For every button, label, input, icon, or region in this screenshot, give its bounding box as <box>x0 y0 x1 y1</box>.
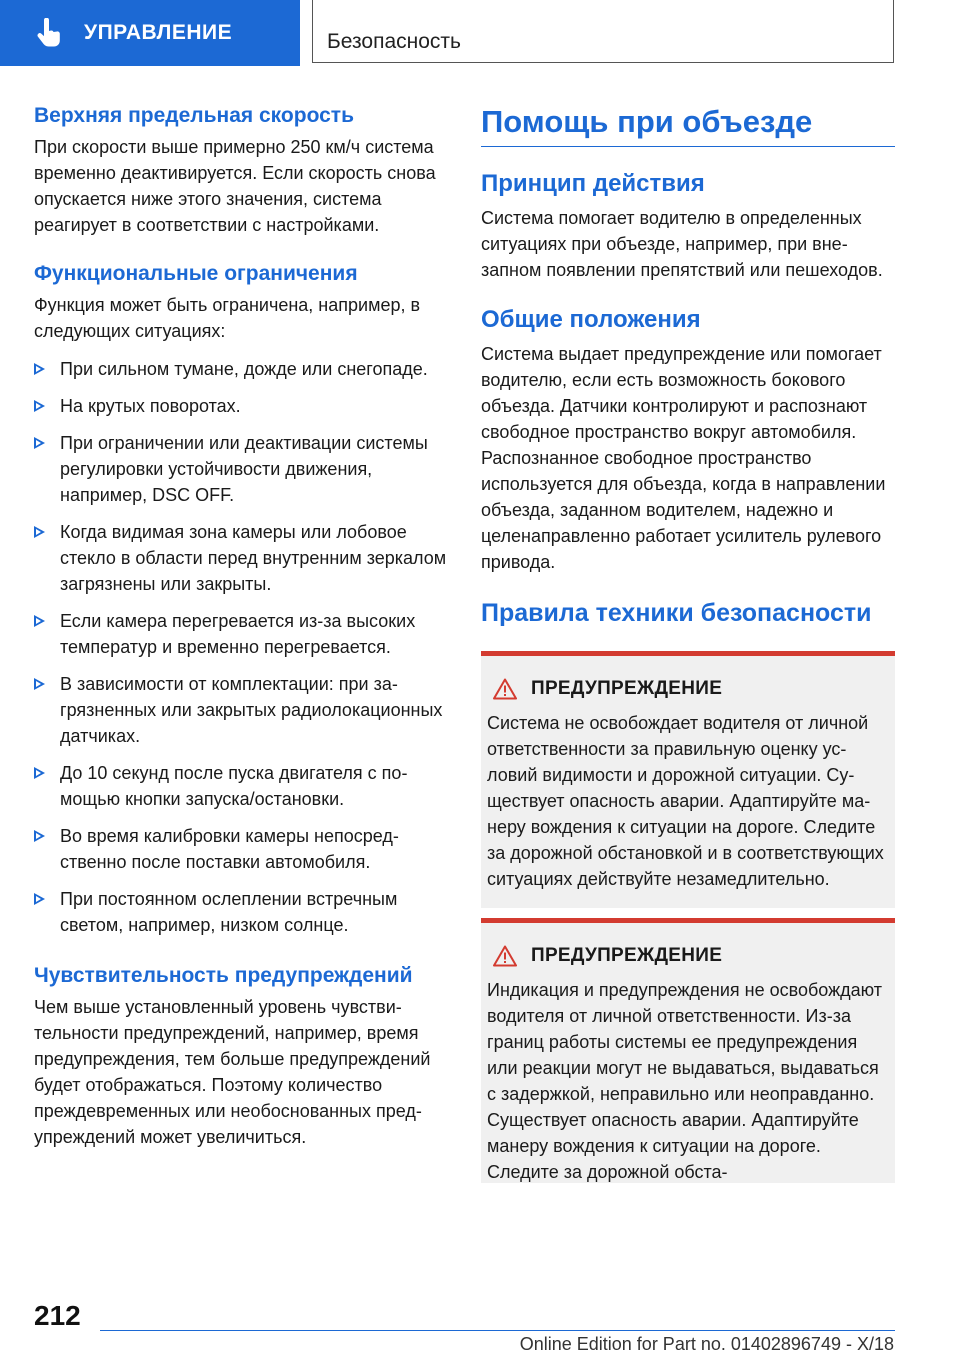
list-item: При постоянном ослеплении встречным светом, например, низком солнце. <box>34 886 450 938</box>
list-item: При сильном тумане, дожде или снегопаде. <box>34 356 450 382</box>
warning-title: ПРЕДУПРЕЖДЕНИЕ <box>531 678 723 699</box>
left-column <box>34 102 450 1172</box>
paragraph-top-speed: При скорости выше примерно 250 км/ч система временно деактивируется. Если скорость снова опускается ниже этого значения, система реагирует в соответствии с настройками. <box>34 137 436 235</box>
bullet-triangle-icon <box>34 363 45 375</box>
page-number: 212 <box>34 1300 81 1331</box>
list-item: При ограничении или деактивации системы регулировки устойчивости движения, например, DSC OFF. <box>34 430 450 508</box>
bullet-triangle-icon <box>34 526 45 538</box>
bullet-triangle-icon <box>34 678 45 690</box>
bullet-triangle-icon <box>34 893 45 905</box>
bullet-triangle-icon <box>34 830 45 842</box>
warning-title: ПРЕДУПРЕЖДЕНИЕ <box>531 945 723 966</box>
paragraph-warning-sensitivity: Чем выше установленный уровень чувствительности предупреждений, например, время предупреждения, тем больше предупреждений будет отображаться. Поэтому количество преждевременных или необоснованных предупреждений может увеличиться. <box>34 997 431 1147</box>
paragraph-functional-limits: Функция может быть ограничена, например, в следующих ситуациях: <box>34 295 421 341</box>
heading-functional-limits: Функциональные ограничения <box>34 262 358 285</box>
footer-divider <box>100 1330 895 1331</box>
paragraph-principle: Система помогает водителю в определенных ситуациях при объезде, например, при внезапном появлении препятствий или пешеходов. <box>481 208 883 280</box>
bullet-triangle-icon <box>34 615 45 627</box>
heading-top-speed: Верхняя предельная скорость <box>34 104 354 127</box>
heading-principle: Принцип действия <box>481 170 705 197</box>
heading-general: Общие положения <box>481 306 701 333</box>
section-title: Безопасность <box>327 30 461 53</box>
warning-triangle-icon <box>493 678 517 700</box>
section-header <box>312 0 894 63</box>
warning-text: Система не освобождает водителя от личной ответственности за правильную оценку условий видимости и дорожной ситуации. Существует опасность аварии. Адаптируйте манеру вождения к ситуации на дороге. Следите за дорожной обстановкой и в соответствующих ситуациях действуйте незамедлительно. <box>487 713 884 889</box>
bullet-triangle-icon <box>34 767 45 779</box>
list-item: Во время калибровки камеры непосредственно после поставки автомобиля. <box>34 823 450 875</box>
chapter-tab-label: УПРАВЛЕНИЕ <box>84 21 233 44</box>
list-item: На крутых поворотах. <box>34 393 450 419</box>
heading-warning-sensitivity: Чувствительность предупреждений <box>34 964 413 987</box>
list-item: До 10 секунд после пуска двигателя с помощью кнопки запуска/остановки. <box>34 760 450 812</box>
list-item: Когда видимая зона камеры или лобовое стекло в области перед внутренним зеркалом загрязнены или закрыты. <box>34 519 450 597</box>
heading-evasion-assistant: Помощь при объезде <box>481 104 813 139</box>
list-item: В зависимости от комплектации: при загрязненных или закрытых радиолокационных датчиках. <box>34 671 450 749</box>
bullet-triangle-icon <box>34 400 45 412</box>
chapter-tab[interactable] <box>0 0 300 66</box>
right-column <box>481 102 895 1183</box>
hand-pointer-icon <box>36 18 62 48</box>
warning-box <box>481 918 895 1183</box>
edition-note: Online Edition for Part no. 01402896749 - X/18 <box>519 1334 894 1354</box>
list-item: Если камера перегревается из-за высоких температур и временно перегревается. <box>34 608 450 660</box>
bullet-triangle-icon <box>34 437 45 449</box>
warning-box <box>481 651 895 908</box>
paragraph-general: Система выдает предупреждение или помогает водителю, если есть возможность бокового объезда. Датчики контролируют и распознают свободное пространство вокруг автомобиля. Распознанное свободное пространство используется для объезда, когда в направлении объезда, заданном водителем, надежно и целенаправленно работает усилитель рулевого привода. <box>481 344 886 572</box>
warning-triangle-icon <box>493 945 517 967</box>
limitations-list <box>34 356 450 938</box>
heading-safety-rules: Правила техники безопасности <box>481 599 872 627</box>
heading-divider <box>481 146 895 147</box>
warning-text: Индикация и предупреждения не освобождают водителя от личной ответственности. Из-за границ работы системы ее предупреждения или реакции могут не выдаваться, выдаваться с задержкой, неправильно или неоправданно. Существует опасность аварии. Адаптируйте манеру вождения к ситуации на дороге. Следите за дорожной обста- <box>487 980 882 1182</box>
